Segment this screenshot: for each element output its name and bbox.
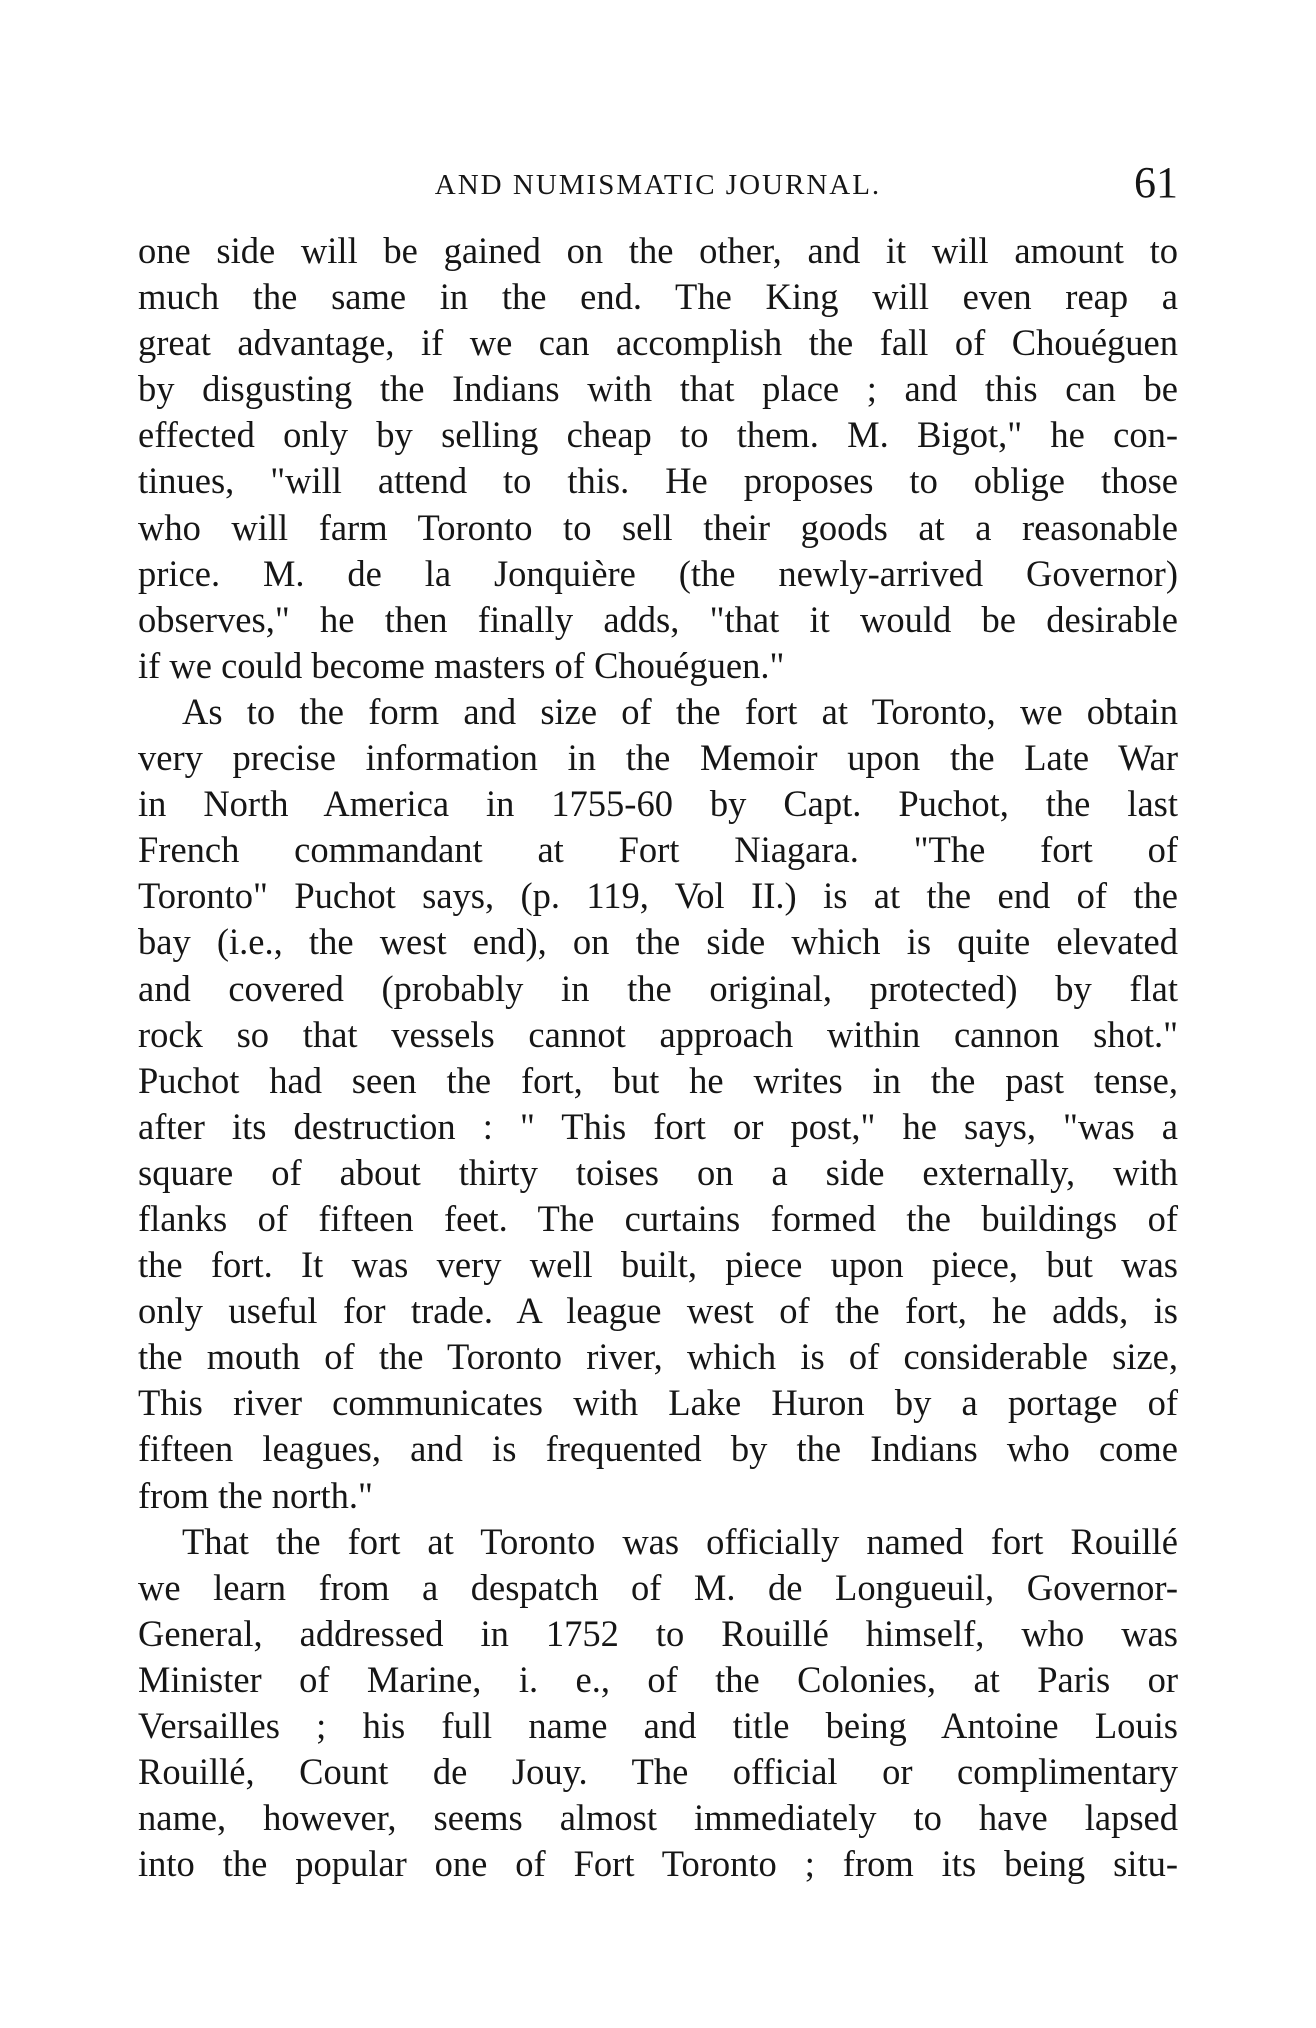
paragraph-2	[138, 689, 1178, 1519]
text-line: the mouth of the Toronto river, which is of considerable size,	[138, 1336, 1178, 1378]
paragraph-1	[138, 228, 1178, 689]
text-line: observes," he then finally adds, "that it would be desirable	[138, 598, 1178, 640]
text-line: from the north."	[138, 1474, 373, 1516]
text-line: bay (i.e., the west end), on the side which is quite elevated	[138, 921, 1178, 963]
text-line: rock so that vessels cannot approach within cannon shot."	[138, 1013, 1178, 1055]
text-line: This river communicates with Lake Huron by a portage of	[138, 1382, 1178, 1424]
text-line: Versailles ; his full name and title being Antoine Louis	[138, 1705, 1178, 1746]
text-line: name, however, seems almost immediately to have lapsed	[138, 1797, 1178, 1839]
text-line: and covered (probably in the original, protected) by flat	[138, 967, 1178, 1009]
text-line: much the same in the end. The King will even reap a	[138, 276, 1178, 318]
body-text	[138, 228, 1178, 1887]
text-line: who will farm Toronto to sell their goods at a reasonable	[138, 506, 1178, 548]
text-line: price. M. de la Jonquière (the newly-arrived Governor)	[138, 552, 1178, 594]
text-line: the fort. It was very well built, piece upon piece, but was	[138, 1244, 1178, 1286]
text-line: flanks of fifteen feet. The curtains formed the buildings of	[138, 1197, 1178, 1239]
text-line: fifteen leagues, and is frequented by the Indians who come	[138, 1428, 1178, 1470]
text-line: Minister of Marine, i. e., of the Colonies, at Paris or	[138, 1658, 1178, 1700]
text-line: if we could become masters of Chouéguen."	[138, 644, 785, 686]
running-title: AND NUMISMATIC JOURNAL.	[434, 169, 882, 201]
text-line: we learn from a despatch of M. de Longueuil, Governor-	[138, 1566, 1178, 1608]
text-line: in North America in 1755-60 by Capt. Puchot, the last	[138, 783, 1178, 825]
text-line: tinues, "will attend to this. He proposes to oblige those	[138, 460, 1178, 502]
text-line: Rouillé, Count de Jouy. The official or complimentary	[138, 1751, 1178, 1793]
text-line: one side will be gained on the other, and it will amount to	[138, 230, 1178, 271]
text-line: great advantage, if we can accomplish the fall of Chouéguen	[138, 322, 1178, 364]
running-head	[138, 158, 1178, 225]
text-line: effected only by selling cheap to them. M. Bigot," he con-	[138, 414, 1178, 456]
text-line: Puchot had seen the fort, but he writes in the past tense,	[138, 1059, 1178, 1101]
text-line: very precise information in the Memoir upon the Late War	[138, 737, 1178, 779]
text-line: only useful for trade. A league west of the fort, he adds, is	[138, 1290, 1178, 1332]
text-line: That the fort at Toronto was officially named fort Rouillé	[182, 1520, 1178, 1562]
book-page	[138, 0, 1178, 2028]
text-line: after its destruction : " This fort or post," he says, "was a	[138, 1105, 1178, 1147]
text-line: by disgusting the Indians with that place ; and this can be	[138, 368, 1178, 410]
text-line: square of about thirty toises on a side externally, with	[138, 1151, 1178, 1193]
text-line: As to the form and size of the fort at Toronto, we obtain	[182, 690, 1178, 732]
text-line: into the popular one of Fort Toronto ; from its being situ-	[138, 1843, 1178, 1885]
page-number: 61	[1134, 158, 1178, 207]
text-line: French commandant at Fort Niagara. "The fort of	[138, 829, 1178, 871]
text-line: General, addressed in 1752 to Rouillé himself, who was	[138, 1612, 1178, 1654]
paragraph-3	[138, 1519, 1178, 1888]
text-line: Toronto" Puchot says, (p. 119, Vol II.) is at the end of the	[138, 875, 1178, 917]
